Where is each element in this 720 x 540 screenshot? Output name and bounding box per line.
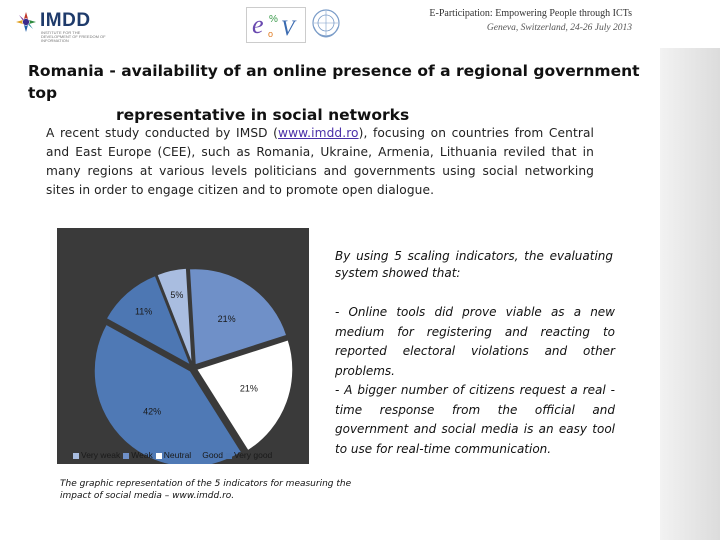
legend-label-neutral: Neutral — [163, 450, 192, 460]
pie-label-neutral: 21% — [239, 383, 258, 394]
imdd-logo-icon — [14, 10, 38, 34]
legend-swatch-weak — [123, 453, 129, 459]
pie-label-very-weak: 5% — [170, 289, 184, 300]
legend-swatch-very-good — [226, 453, 232, 459]
side-decoration-strip — [660, 0, 720, 540]
pie-label-weak: 21% — [217, 313, 236, 324]
findings-lead: By using 5 scaling indicators, the evaluating system showed that: — [335, 249, 613, 280]
pie-label-good: 42% — [143, 406, 162, 417]
pie-label-very-good: 11% — [134, 306, 153, 317]
finding-2: - A bigger number of citizens request a real -time response from the official and government and social media is an easy tool to use for real-time communication. — [335, 383, 615, 456]
un-emblem-icon — [310, 7, 342, 39]
svg-text:o: o — [268, 29, 274, 39]
imdd-logo — [14, 8, 114, 43]
conference-title: E-Participation: Empowering People through ICTs — [429, 8, 632, 19]
e-participation-logo — [246, 7, 306, 43]
slide-header — [0, 0, 720, 48]
finding-1: - Online tools did prove viable as a new medium for registering and reacting to reported electoral violations and other problems. — [335, 305, 615, 378]
legend-label-very-good: Very good — [234, 450, 273, 460]
chart-legend — [71, 450, 273, 460]
chart-caption: The graphic representation of the 5 indicators for measuring the impact of social media – www.imdd.ro. — [60, 479, 352, 501]
legend-label-weak: Weak — [131, 450, 153, 460]
imdd-logo-text: IMDD — [40, 10, 91, 31]
slide-title-line2: representative in social networks — [116, 106, 410, 124]
pie-chart — [57, 228, 309, 464]
legend-swatch-very-weak — [73, 453, 79, 459]
legend-swatch-neutral — [156, 453, 162, 459]
intro-text-after: ), focusing on countries from Central and East Europe (CEE), such as Romania, Ukraine, Armenia, Lithuania reviled that in many regions at various levels politicians and governments using social networking sites in order to engage citizen and to promote open dialogue. — [46, 126, 594, 197]
imdd-logo-tagline: INSTITUTE FOR THE DEVELOPMENT OF FREEDOM OF INFORMATION — [41, 30, 106, 43]
svg-text:%: % — [269, 14, 278, 25]
svg-text:V: V — [281, 15, 295, 40]
conference-subtitle: Geneva, Switzerland, 24-26 July 2013 — [486, 23, 632, 33]
pie-chart-panel — [57, 228, 309, 464]
legend-swatch-good — [194, 453, 200, 459]
findings-body — [335, 303, 615, 459]
imdd-website-link[interactable]: www.imdd.ro — [278, 126, 359, 140]
svg-text:e: e — [252, 10, 264, 39]
slide-title-line1: Romania - availability of an online presence of a regional government top — [28, 62, 640, 102]
intro-paragraph — [46, 124, 594, 200]
legend-label-very-weak: Very weak — [81, 450, 121, 460]
legend-label-good: Good — [202, 450, 223, 460]
slide-title — [28, 60, 658, 126]
intro-text-before: A recent study conducted by IMSD ( — [46, 126, 279, 140]
